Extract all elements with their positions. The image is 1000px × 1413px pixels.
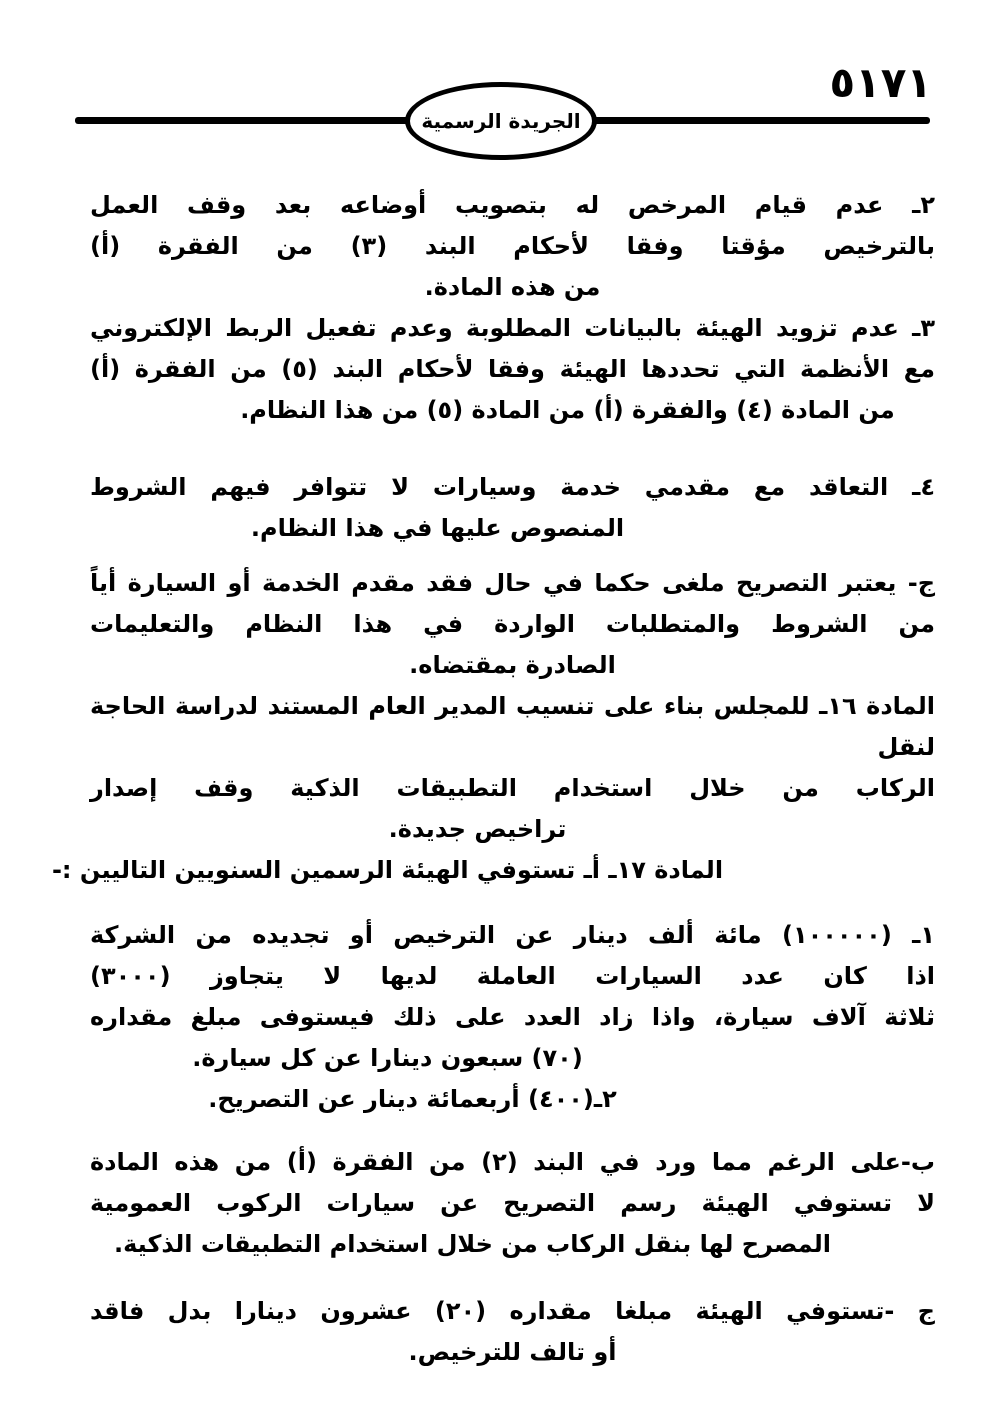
clause-b-exemption: [90, 1142, 935, 1265]
text-line: تراخيص جديدة.: [388, 815, 567, 843]
text-line: لا تستوفي الهيئة رسم التصريح عن سيارات الركوب العمومية: [90, 1189, 935, 1217]
text-line: بالترخيص مؤقتا وفقا لأحكام البند (٣) من الفقرة (أ): [90, 232, 935, 260]
gazette-seal: [405, 82, 597, 160]
text-line: ج -تستوفي الهيئة مبلغا مقداره (٢٠) عشرون دينارا بدل فاقد: [90, 1297, 935, 1325]
text-line: ٣ـ عدم تزويد الهيئة بالبيانات المطلوبة وعدم تفعيل الربط الإلكتروني: [90, 314, 935, 342]
text-line: ب-على الرغم مما ورد في البند (٢) من الفقرة (أ) من هذه المادة: [90, 1148, 935, 1176]
fee-item-2: [90, 1079, 935, 1120]
text-line: من المادة (٤) والفقرة (أ) من المادة (٥) من هذا النظام.: [240, 396, 895, 424]
text-line: (٧٠) سبعون دينارا عن كل سيارة.: [192, 1044, 583, 1072]
text-line: المادة ١٦ـ للمجلس بناء على تنسيب المدير العام المستند لدراسة الحاجة لنقل: [90, 692, 936, 761]
text-line: ٤ـ التعاقد مع مقدمي خدمة وسيارات لا تتوافر فيهم الشروط: [90, 473, 935, 501]
text-line: أو تالف للترخيص.: [408, 1338, 617, 1366]
text-line: ١ـ (١٠٠٠٠٠) مائة ألف دينار عن الترخيص أو تجديده من الشركة: [90, 921, 935, 949]
clause-c-replacement: [90, 1291, 935, 1373]
fee-item-1: [90, 915, 935, 1079]
text-line: الصادرة بمقتضاه.: [409, 651, 616, 679]
clause-item-4: [90, 467, 935, 549]
clause-item-2: [90, 185, 935, 308]
text-line: ٢ـ(٤٠٠) أربعمائة دينار عن التصريح.: [208, 1085, 617, 1113]
text-line: المنصوص عليها في هذا النظام.: [250, 514, 625, 542]
text-line: من هذه المادة.: [424, 273, 601, 301]
article-17-intro: [51, 850, 935, 891]
text-line: ج- يعتبر التصريح ملغى حكما في حال فقد مقدم الخدمة أو السيارة أياً: [90, 569, 935, 597]
page-number: ٥١٧١: [829, 58, 932, 107]
text-line: مع الأنظمة التي تحددها الهيئة وفقا لأحكام البند (٥) من الفقرة (أ): [90, 355, 935, 383]
article-16: [90, 686, 935, 850]
document-body: [0, 165, 1000, 1373]
clause-item-3: [90, 308, 935, 431]
text-line: ثلاثة آلاف سيارة، واذا زاد العدد على ذلك فيستوفى مبلغ مقداره: [90, 1003, 935, 1031]
text-line: ٢ـ عدم قيام المرخص له بتصويب أوضاعه بعد وقف العمل: [90, 191, 935, 219]
text-line: المادة ١٧ـ أـ تستوفي الهيئة الرسمين السنويين التاليين :-: [51, 856, 724, 884]
clause-c-annulment: [90, 563, 935, 686]
gazette-title: الجريدة الرسمية: [421, 109, 581, 133]
text-line: من الشروط والمتطلبات الواردة في هذا النظام والتعليمات: [90, 610, 935, 638]
text-line: المصرح لها بنقل الركاب من خلال استخدام التطبيقات الذكية.: [113, 1230, 831, 1258]
page-header: [0, 0, 1000, 165]
text-line: الركاب من خلال استخدام التطبيقات الذكية وقف إصدار: [90, 774, 935, 802]
text-line: اذا كان عدد السيارات العاملة لديها لا يتجاوز (٣٠٠٠): [90, 962, 935, 990]
